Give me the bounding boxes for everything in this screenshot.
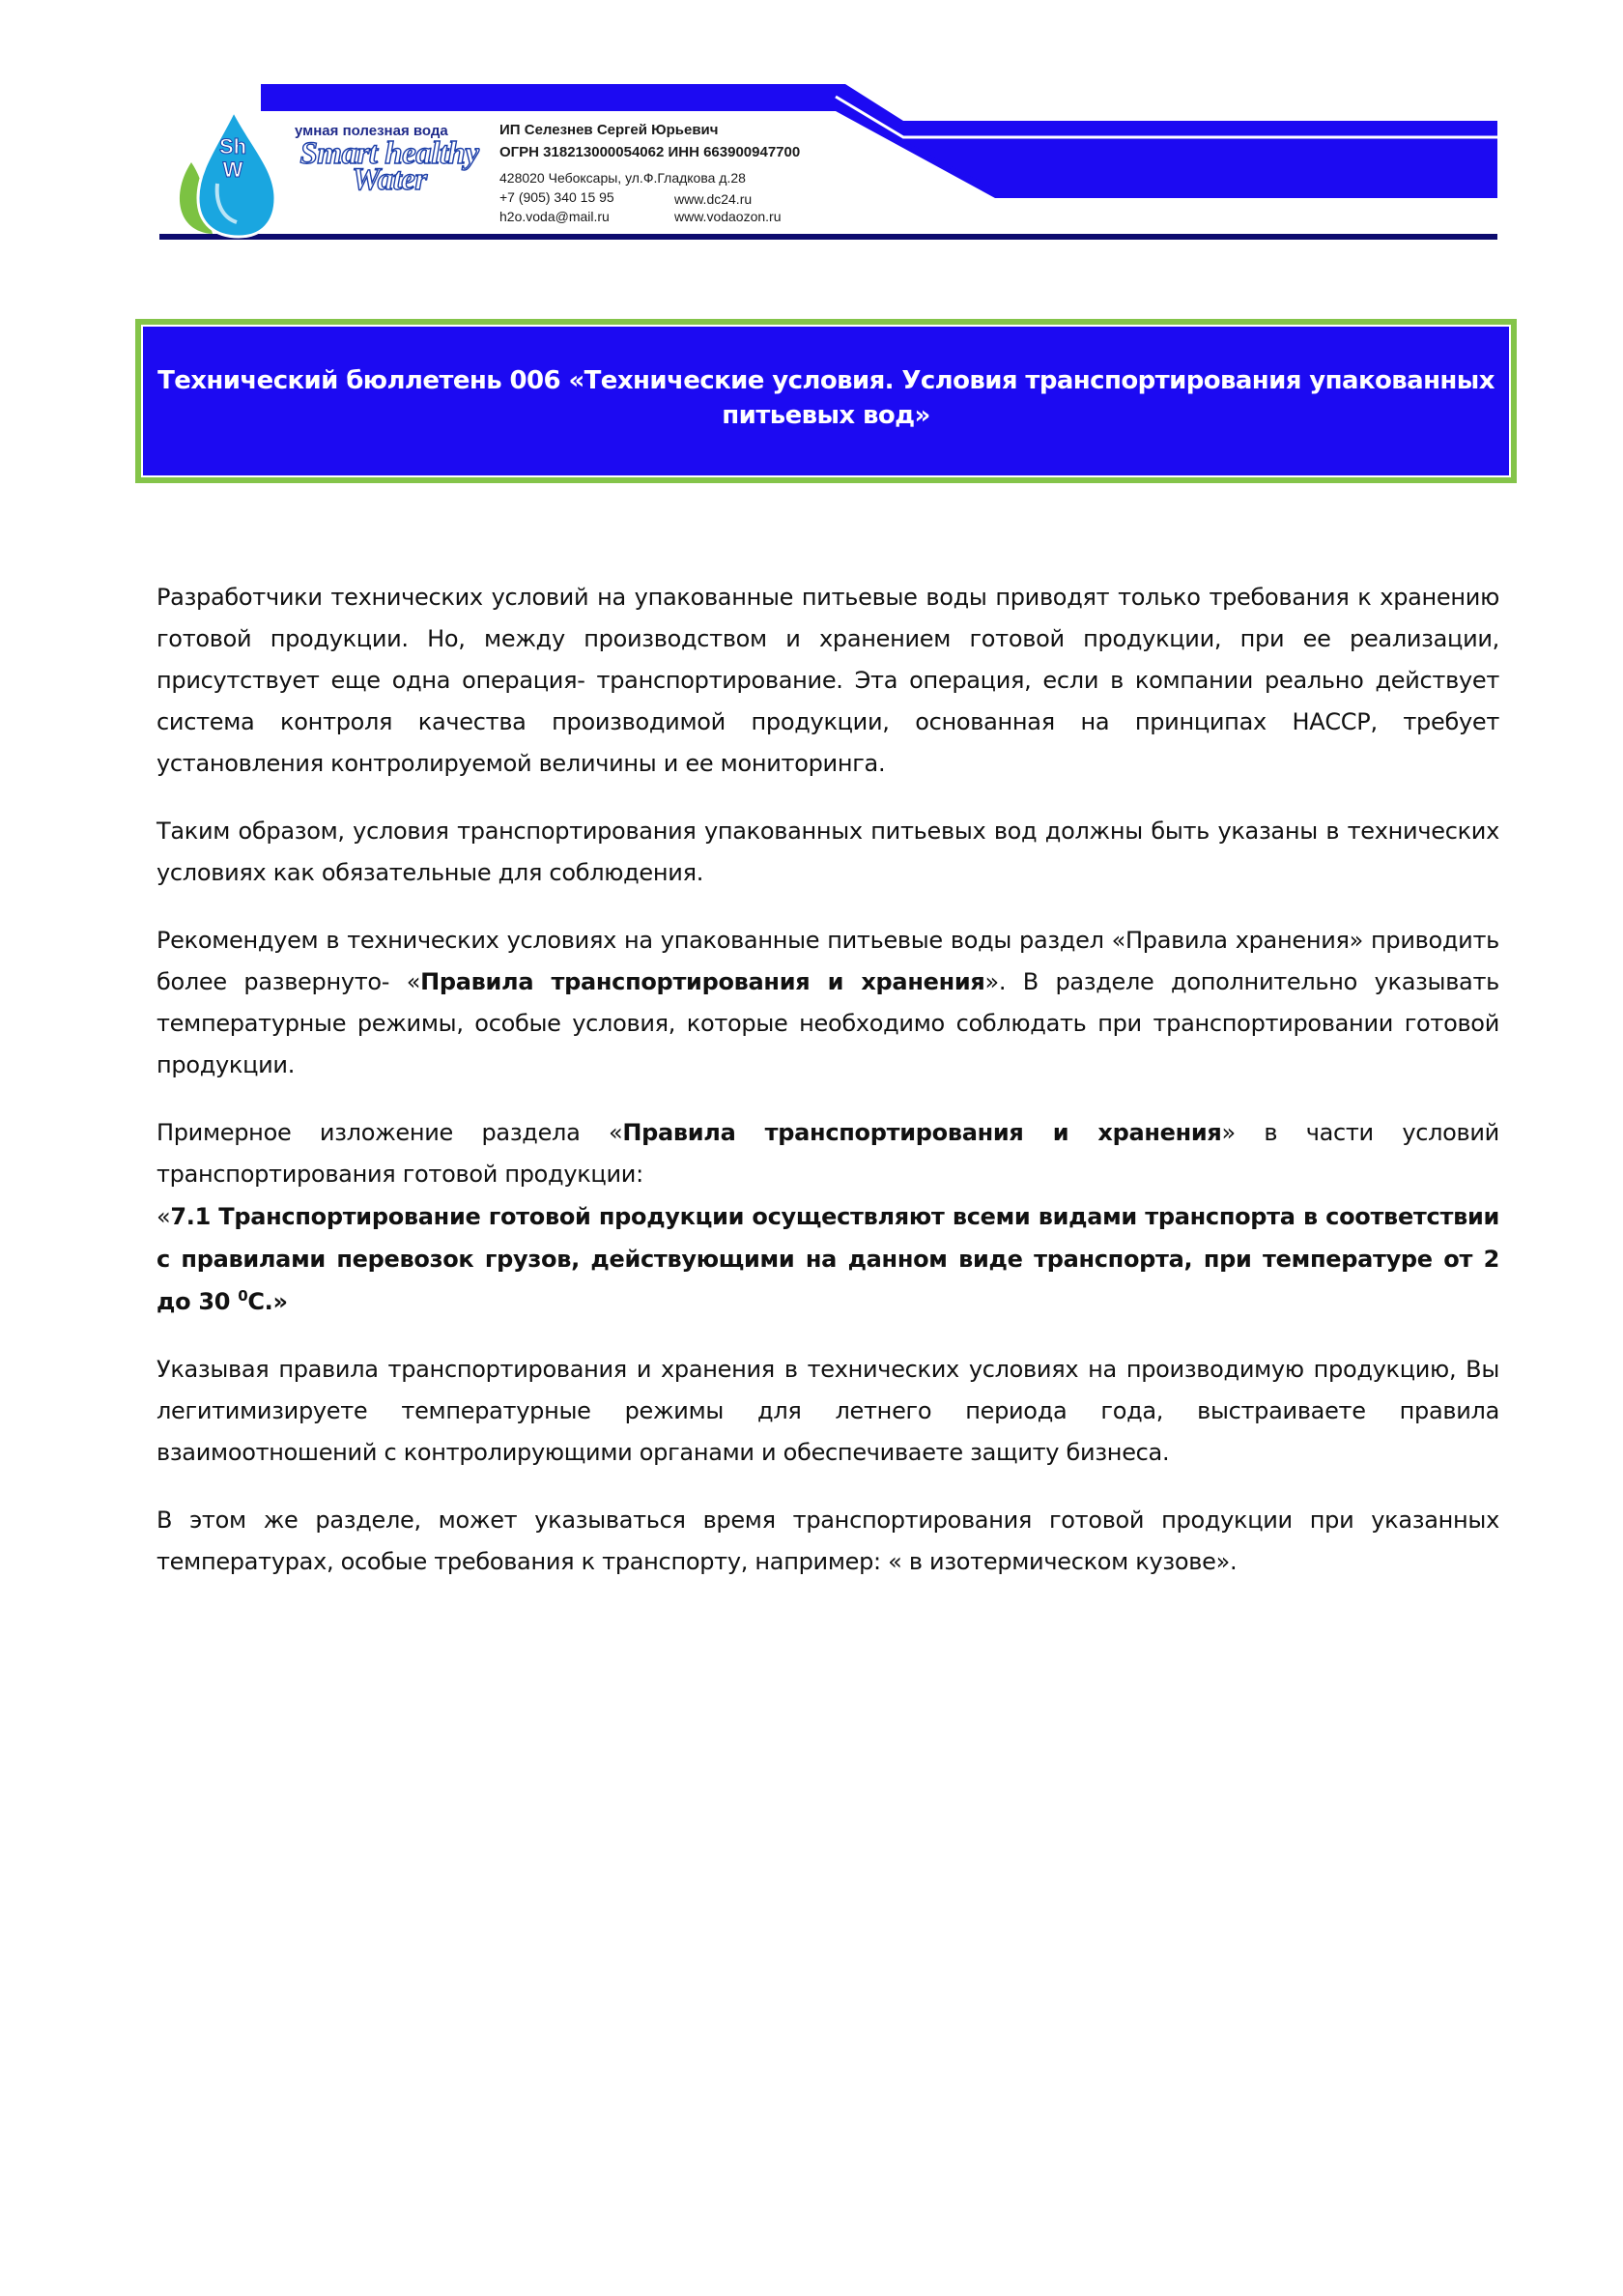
paragraph-4: Примерное изложение раздела «Правила транспортирования и хранения» в части условий транспортирования готовой продукции: <box>157 1119 1499 1188</box>
company-site-2: www.vodaozon.ru <box>674 209 782 224</box>
company-site-1: www.dc24.ru <box>674 191 753 207</box>
rule-paragraph: «7.1 Транспортирование готовой продукции осуществляют всеми видами транспорта в соответствии с правилами перевозок грузов, действующими на данном виде транспорта, при температуре от 2 до 30 $^0$С.» <box>157 1203 1499 1315</box>
paragraph-6: В этом же разделе, может указываться время транспортирования готовой продукции при указанных температурах, особые требования к транспорту, например: « в изотермическом кузове». <box>157 1507 1499 1575</box>
company-name: ИП Селезнев Сергей Юрьевич <box>499 122 719 138</box>
company-phone: +7 (905) 340 15 95 <box>499 189 614 205</box>
paragraph-5: Указывая правила транспортирования и хранения в технических условиях на производимую продукцию, Вы легитимизируете температурные режимы для летнего периода года, выстраиваете правила взаимоотношений с контролирующими органами и обеспечиваете защиту бизнеса. <box>157 1356 1499 1466</box>
letterhead <box>159 77 1497 246</box>
paragraph-2: Таким образом, условия транспортирования упакованных питьевых вод должны быть указаны в технических условиях как обязательные для соблюдения. <box>157 818 1499 886</box>
logo-slogan: умная полезная вода <box>295 123 448 139</box>
document-title: Технический бюллетень 006 «Технические условия. Условия транспортирования упакованных питьевых вод» <box>157 366 1495 430</box>
paragraph-3: Рекомендуем в технических условиях на упакованные питьевые воды раздел «Правила хранения» приводить более развернуто- «Правила транспортирования и хранения». В разделе дополнительно указывать температурные режимы, особые условия, которые необходимо соблюдать при транспортировании готовой продукции. <box>157 927 1499 1078</box>
paragraph-1: Разработчики технических условий на упакованные питьевые воды приводят только требования к хранению готовой продукции. Но, между производством и хранением готовой продукции, при ее реализации, присутствует еще одна операция- транспортирование. Эта операция, если в компании реально действует система контроля качества производимой продукции, основанная на принципах НАССР, требует установления контролируемой величины и ее мониторинга. <box>157 584 1499 777</box>
company-ogrn: ОГРН 318213000054062 ИНН 663900947700 <box>499 144 801 160</box>
company-email: h2o.voda@mail.ru <box>499 209 610 224</box>
logo-brand: Smart healthy Water <box>299 136 479 197</box>
document-body <box>157 577 1499 1583</box>
title-banner <box>135 319 1517 483</box>
logo-mark: Sh W <box>218 134 247 182</box>
company-address: 428020 Чебоксары, ул.Ф.Гладкова д.28 <box>499 170 746 186</box>
